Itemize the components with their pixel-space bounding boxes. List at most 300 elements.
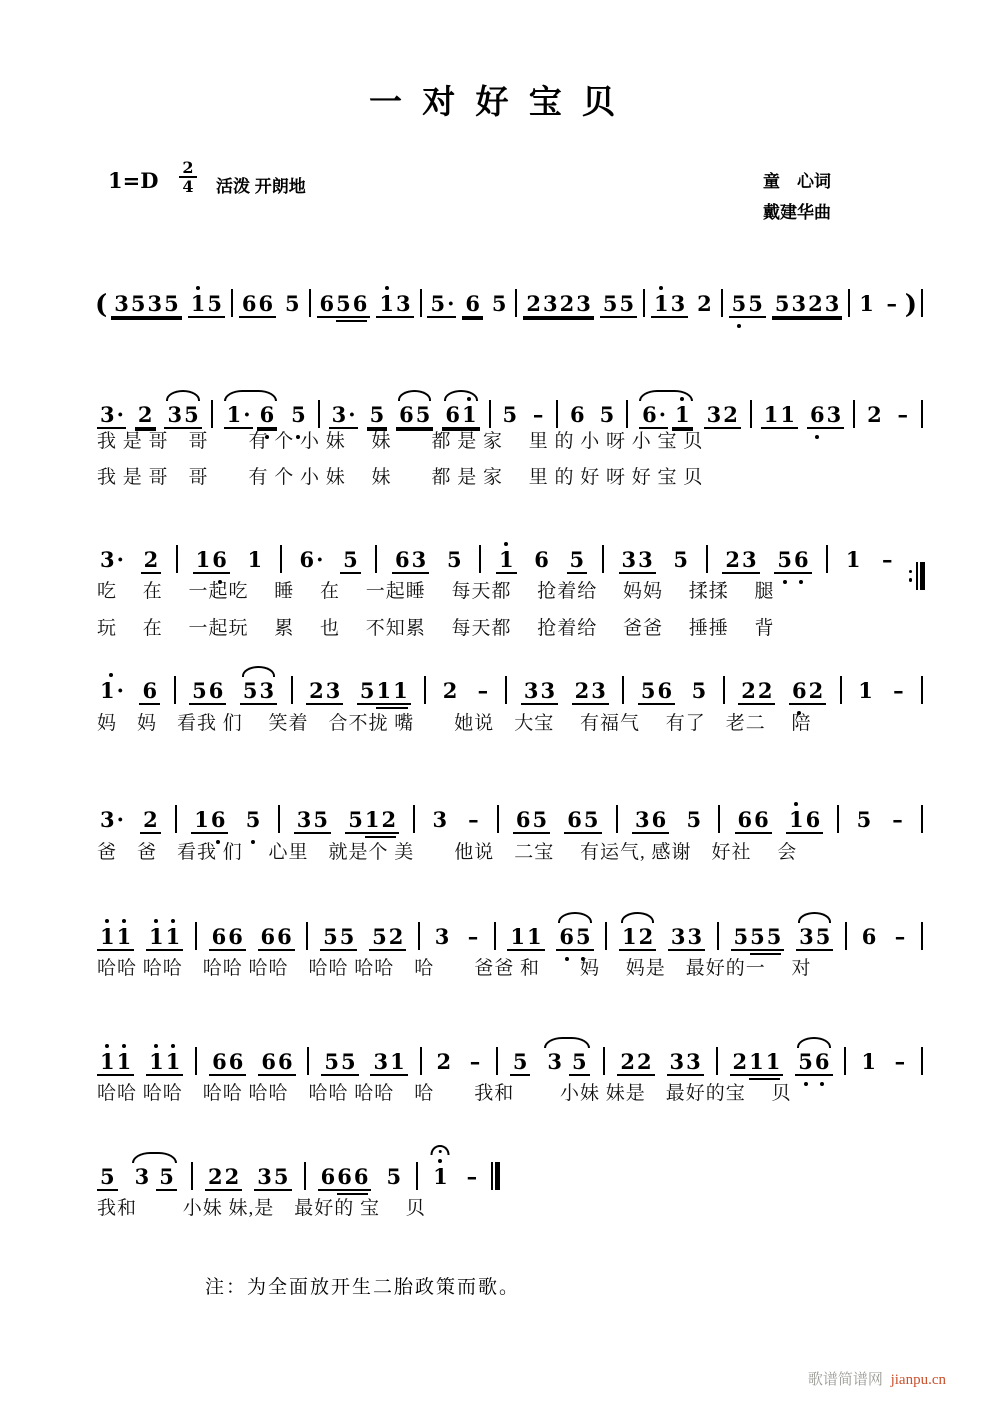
barline: [418, 922, 420, 950]
note-digit: 2: [436, 1049, 452, 1074]
note-digit: 5: [285, 291, 300, 316]
beam-group: [670, 548, 691, 572]
note-digit: 5: [774, 291, 790, 316]
note: [641, 403, 666, 427]
note-digit: 3: [791, 291, 807, 316]
note: [791, 679, 808, 703]
note: [256, 1165, 273, 1189]
note: [210, 808, 227, 832]
barline: [278, 805, 280, 833]
note: [395, 292, 412, 316]
note-digit: 3: [686, 1049, 701, 1074]
beam-group: [369, 925, 406, 951]
note: [805, 808, 822, 832]
barline: [921, 289, 923, 317]
note: [866, 403, 883, 427]
note-digit: 1: [247, 547, 263, 572]
note-digit: 5: [750, 924, 765, 949]
note: [378, 292, 395, 316]
note: [621, 925, 638, 949]
note-digit: 6: [861, 924, 877, 949]
note-digit: 6: [337, 1164, 352, 1189]
note: [224, 1165, 241, 1189]
note-digit: 6: [352, 291, 368, 316]
note: [465, 1165, 479, 1189]
beam-group: [496, 548, 517, 574]
note-digit: –: [532, 402, 544, 427]
note: [618, 292, 635, 316]
note: [476, 679, 490, 703]
note-digit: 2: [207, 1164, 223, 1189]
beam-group: [894, 403, 912, 427]
note: [359, 679, 376, 703]
note: [788, 808, 805, 832]
note: [432, 808, 449, 832]
note-digit: 1: [845, 547, 861, 572]
note: [206, 292, 223, 316]
note: [190, 292, 207, 316]
music-line-3: [95, 670, 925, 712]
note: [284, 292, 301, 316]
note-digit: 2: [723, 402, 738, 427]
note: [860, 1050, 877, 1074]
note-digit: 3: [331, 402, 347, 427]
beam-group: [111, 292, 182, 318]
beam-group: [600, 292, 637, 318]
note-digit: 6: [277, 924, 292, 949]
barline: [721, 289, 723, 317]
beam-group: [704, 403, 741, 429]
note-digit: 1: [100, 924, 115, 949]
beam-group: [807, 403, 844, 429]
note: [670, 925, 687, 949]
note-digit: 5: [731, 291, 747, 316]
beam-group: [97, 679, 126, 703]
barline: [845, 922, 847, 950]
barline: [622, 676, 624, 704]
beam-group: [738, 679, 775, 705]
note-digit: 2: [697, 291, 712, 316]
note-digit: 5: [348, 807, 363, 832]
barline: [489, 400, 491, 428]
note-digit: 3: [634, 807, 650, 832]
octave-dot-above: [122, 919, 126, 923]
note: [797, 1050, 814, 1074]
note: [656, 679, 673, 703]
beam-group: [632, 808, 669, 834]
music-line-4: [95, 799, 925, 841]
note-digit: 6: [793, 547, 809, 572]
slur-arc: [242, 666, 275, 677]
lyrics-row: 我和 小妹 妹,是 最好的 宝 贝: [97, 1198, 426, 1219]
note-digit: 5: [323, 924, 338, 949]
note-digit: 5: [207, 291, 222, 316]
beam-group: [189, 679, 226, 705]
note-digit: 1: [116, 1049, 132, 1074]
note-digit: –: [892, 807, 903, 832]
beam-group: [722, 548, 759, 574]
beam-group: [843, 548, 864, 572]
beam-group: [97, 548, 126, 572]
note-digit: 6: [395, 547, 410, 572]
note: [531, 403, 545, 427]
note: [636, 1050, 653, 1074]
note-digit: 5: [192, 678, 207, 703]
beam-group: [772, 292, 843, 318]
note: [347, 808, 364, 832]
barline: [716, 1047, 718, 1075]
note: [195, 548, 212, 572]
note-digit: 5: [430, 291, 446, 316]
note: [331, 403, 356, 427]
note: [134, 1165, 151, 1189]
augmentation-dot: ·: [116, 807, 124, 832]
note-digit: 1: [195, 547, 211, 572]
beam-group: [889, 808, 907, 832]
note: [312, 808, 329, 832]
beam-group: [188, 292, 225, 318]
beam-group: [444, 548, 465, 572]
note-digit: 5: [777, 547, 792, 572]
note-digit: 6: [258, 291, 274, 316]
note: [815, 925, 832, 949]
note-digit: 1: [190, 291, 206, 316]
octave-dot-above: [385, 286, 389, 290]
lyrics-row: 哈哈 哈哈 哈哈 哈哈 哈哈 哈哈 哈 爸爸 和 妈 妈是 最好的一 对: [97, 958, 812, 979]
slur-arc: [621, 912, 654, 923]
note: [372, 1050, 389, 1074]
beam-group: [667, 1050, 704, 1076]
note-digit: 6: [737, 807, 753, 832]
beam-group: [855, 679, 876, 703]
note: [166, 403, 183, 427]
barline: [211, 400, 213, 428]
note-digit: 1: [675, 402, 690, 427]
note-digit: 6: [210, 807, 226, 832]
slur-arc: [797, 1037, 830, 1048]
note-digit: 2: [388, 924, 404, 949]
augmentation-dot: ·: [116, 402, 124, 427]
note: [599, 403, 616, 427]
note: [260, 925, 277, 949]
augmentation-dot: ·: [447, 291, 455, 316]
note-digit: 5: [733, 924, 749, 949]
watermark-site-name: 歌谱简谱网: [807, 1372, 883, 1388]
barline: [291, 676, 293, 704]
note: [352, 292, 369, 316]
barline: [174, 676, 176, 704]
note: [569, 403, 586, 427]
note: [790, 292, 807, 316]
note: [502, 403, 519, 427]
beam-group: [239, 292, 276, 318]
note: [733, 925, 750, 949]
composer-credit: 戴建华曲: [763, 203, 831, 222]
note: [415, 403, 432, 427]
barline: [306, 922, 308, 950]
beam-group: [572, 679, 609, 705]
beam-group: [430, 1165, 451, 1189]
note-digit: –: [469, 1049, 481, 1074]
note-digit: 2: [574, 678, 590, 703]
barline: [195, 922, 197, 950]
note: [858, 292, 875, 316]
note-digit: 6: [534, 547, 549, 572]
note: [885, 292, 899, 316]
note-digit: –: [894, 1049, 906, 1074]
note: [638, 925, 655, 949]
note: [207, 1165, 224, 1189]
note: [891, 808, 905, 832]
note: [257, 292, 274, 316]
barline-thick: [495, 1162, 500, 1190]
note-digit: 3: [540, 678, 556, 703]
note: [672, 548, 689, 572]
octave-dot-above: [171, 919, 175, 923]
slur-arc: [544, 1037, 589, 1048]
beam-group: [318, 1165, 372, 1191]
slur-arc: [444, 390, 477, 401]
note-digit: 5: [369, 402, 385, 427]
note: [319, 292, 336, 316]
music-line-intro: [95, 283, 925, 325]
slur-arc: [132, 1152, 177, 1163]
beam-group: [141, 548, 162, 574]
note-digit: 3: [100, 807, 115, 832]
note: [277, 1050, 294, 1074]
note: [339, 925, 356, 949]
note-digit: 2: [143, 547, 159, 572]
note-digit: 2: [757, 678, 773, 703]
note-digit: 3: [257, 1164, 272, 1189]
note-digit: 2: [620, 1049, 635, 1074]
lyrics-row: 我 是 哥 哥 有 个 小 妹 妹 都 是 家 里 的 小 呀 小 宝 贝: [97, 431, 704, 452]
note: [325, 679, 342, 703]
note: [809, 403, 826, 427]
note: [323, 1050, 340, 1074]
note: [290, 403, 307, 427]
note: [99, 403, 124, 427]
beam-group: [462, 292, 483, 318]
note: [296, 808, 313, 832]
note-digit: 5: [583, 807, 599, 832]
note-digit: 6: [228, 1049, 244, 1074]
barline: [304, 1162, 306, 1190]
barline: [723, 676, 725, 704]
note: [165, 925, 182, 949]
note-digit: 1: [364, 807, 380, 832]
beam-group: [617, 1050, 654, 1076]
beam-group: [858, 1050, 879, 1074]
note-digit: 1: [165, 924, 181, 949]
note: [512, 1050, 529, 1074]
note: [741, 548, 758, 572]
barline: [706, 545, 708, 573]
note-digit: 2: [559, 291, 575, 316]
music-line-5: [95, 916, 925, 958]
octave-dot-below: [783, 580, 787, 584]
note: [137, 403, 154, 427]
barline: [497, 805, 499, 833]
note-digit: 1: [116, 924, 132, 949]
note: [113, 292, 130, 316]
note-digit: 5: [313, 807, 328, 832]
note-digit: 5: [343, 547, 358, 572]
note: [228, 1050, 245, 1074]
note: [732, 1050, 749, 1074]
note-digit: –: [893, 678, 904, 703]
repeat-dot: [909, 578, 913, 582]
note-digit: 1: [859, 291, 874, 316]
augmentation-dot: ·: [116, 678, 124, 703]
note: [211, 548, 228, 572]
barline: [420, 1047, 422, 1075]
octave-dot-above: [154, 1044, 158, 1048]
note: [464, 292, 481, 316]
slur-arc: [224, 390, 278, 401]
note: [531, 808, 548, 832]
note: [793, 548, 810, 572]
note: [335, 292, 352, 316]
note: [99, 679, 124, 703]
note-digit: 3: [706, 402, 722, 427]
note-digit: 5: [184, 402, 199, 427]
note-digit: 3: [826, 402, 842, 427]
note-digit: 6: [805, 807, 821, 832]
beam-subgroup: [335, 292, 368, 316]
note: [446, 548, 463, 572]
note-digit: 1: [100, 678, 115, 703]
augmentation-dot: ·: [116, 547, 124, 572]
note-digit: 6: [142, 678, 158, 703]
note-digit: 5: [502, 402, 518, 427]
tempo-marking: 活泼 开朗地: [216, 177, 306, 196]
note-digit: 5: [748, 291, 763, 316]
note-digit: 6: [657, 678, 673, 703]
note: [523, 679, 540, 703]
beam-group: [567, 403, 588, 427]
slur-arc: [558, 912, 591, 923]
note-digit: 2: [741, 678, 756, 703]
beam-subgroup: [364, 808, 397, 832]
note: [509, 925, 526, 949]
octave-dot-above: [438, 1159, 442, 1163]
beam-group: [859, 925, 880, 949]
beam-group: [340, 548, 361, 574]
note-digit: 5: [532, 807, 548, 832]
note-digit: 6: [399, 402, 414, 427]
beam-group: [521, 679, 558, 705]
beam-group: [370, 1050, 407, 1076]
note: [432, 1165, 449, 1189]
note-digit: 3: [100, 402, 115, 427]
note-digit: –: [894, 924, 906, 949]
barline: [416, 1162, 418, 1190]
note-digit: –: [468, 807, 479, 832]
note-digit: 6: [445, 402, 460, 427]
beam-group: [789, 679, 826, 705]
beam-group: [392, 548, 429, 574]
watermark-site-url: jianpu.cn: [890, 1372, 946, 1388]
note-digit: 3: [638, 547, 653, 572]
note-digit: 1: [763, 402, 779, 427]
note-digit: 3: [670, 291, 686, 316]
barline: [853, 400, 855, 428]
beam-group: [321, 1050, 358, 1076]
note: [634, 808, 651, 832]
note-digit: 2: [442, 678, 458, 703]
note-digit: 2: [137, 402, 153, 427]
note: [385, 1165, 402, 1189]
note-digit: 5: [336, 291, 351, 316]
repeat-dot: [909, 570, 913, 574]
beam-group: [523, 292, 594, 318]
slur-group: [130, 1165, 179, 1191]
note-digit: 3: [100, 547, 115, 572]
note-digit: 5: [340, 1049, 356, 1074]
barline: [848, 289, 850, 317]
note-digit: 6: [754, 807, 769, 832]
note-digit: 3: [669, 1049, 685, 1074]
lyrics-row: 玩 在 一起玩 累 也 不知累 每天都 抢着给 爸爸 捶捶 背: [97, 618, 775, 639]
barline: [626, 400, 628, 428]
note: [748, 1050, 765, 1074]
note: [143, 548, 160, 572]
note-digit: 2: [143, 807, 158, 832]
note-digit: 5: [691, 678, 707, 703]
octave-dot-above: [109, 673, 113, 677]
final-barline: [491, 1162, 500, 1190]
note: [183, 403, 200, 427]
note: [245, 808, 262, 832]
barline: [175, 805, 177, 833]
note-digit: 1: [194, 807, 209, 832]
note: [247, 548, 264, 572]
note: [340, 1050, 357, 1074]
note: [706, 403, 723, 427]
beam-group: [97, 808, 126, 832]
parenthesis: (: [95, 290, 108, 320]
note: [583, 808, 600, 832]
lyrics-row: 吃 在 一起吃 睡 在 一起睡 每天都 抢着给 妈妈 揉揉 腿: [97, 581, 775, 602]
repeat-dots: [909, 570, 913, 582]
beam-group: [357, 679, 411, 705]
beam-group: [889, 679, 907, 703]
beam-group: [464, 808, 482, 832]
beam-group: [854, 808, 875, 832]
note: [116, 925, 133, 949]
note-digit: 5: [673, 547, 689, 572]
note-digit: –: [477, 678, 489, 703]
note: [533, 548, 550, 572]
note: [116, 1050, 133, 1074]
note-digit: 5: [359, 678, 375, 703]
augmentation-dot: ·: [243, 402, 251, 427]
note: [640, 679, 657, 703]
beam-group: [531, 548, 552, 572]
note-digit: 1: [861, 1049, 876, 1074]
note-digit: 5: [100, 1164, 115, 1189]
octave-dot-above: [659, 286, 663, 290]
beam-group: [140, 808, 161, 834]
note-digit: 3: [167, 402, 183, 427]
barline: [424, 676, 426, 704]
barline: [837, 805, 839, 833]
barline: [750, 400, 752, 428]
note: [566, 808, 583, 832]
note-digit: 5: [245, 807, 261, 832]
note-digit: –: [466, 1164, 478, 1189]
